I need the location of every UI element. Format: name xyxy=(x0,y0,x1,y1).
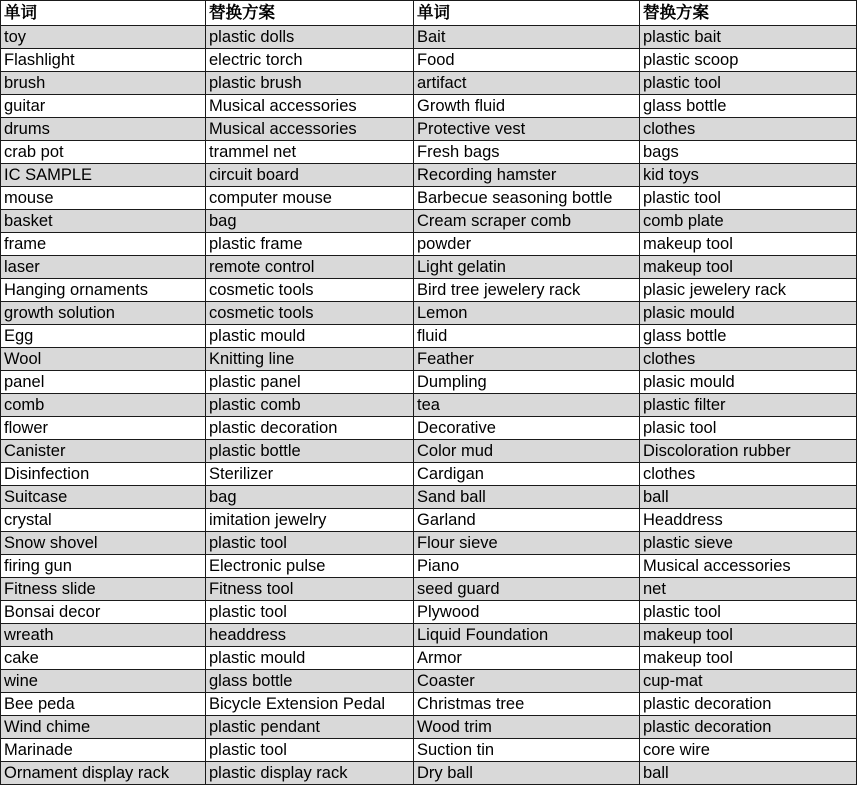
cell-replacement-1: trammel net xyxy=(206,141,414,164)
cell-replacement-1: plastic tool xyxy=(206,532,414,555)
cell-word-1: Suitcase xyxy=(1,486,206,509)
cell-replacement-1: headdress xyxy=(206,624,414,647)
cell-word-2: Garland xyxy=(414,509,640,532)
cell-word-1: crystal xyxy=(1,509,206,532)
cell-word-1: Disinfection xyxy=(1,463,206,486)
cell-replacement-2: bags xyxy=(640,141,857,164)
cell-word-1: Snow shovel xyxy=(1,532,206,555)
table-row xyxy=(1,325,857,348)
cell-replacement-1: plastic tool xyxy=(206,739,414,762)
table-row xyxy=(1,394,857,417)
cell-word-1: IC SAMPLE xyxy=(1,164,206,187)
cell-replacement-2: glass bottle xyxy=(640,95,857,118)
cell-replacement-1: plastic frame xyxy=(206,233,414,256)
cell-word-2: Recording hamster xyxy=(414,164,640,187)
table-row xyxy=(1,233,857,256)
table-row xyxy=(1,26,857,49)
cell-word-2: Cardigan xyxy=(414,463,640,486)
table-row xyxy=(1,49,857,72)
cell-word-2: Liquid Foundation xyxy=(414,624,640,647)
table-row xyxy=(1,95,857,118)
cell-word-2: tea xyxy=(414,394,640,417)
cell-replacement-1: plastic mould xyxy=(206,647,414,670)
table-row xyxy=(1,118,857,141)
cell-replacement-1: plastic pendant xyxy=(206,716,414,739)
cell-replacement-2: glass bottle xyxy=(640,325,857,348)
cell-word-1: Bee peda xyxy=(1,693,206,716)
cell-word-1: mouse xyxy=(1,187,206,210)
header-replacement-1: 替换方案 xyxy=(206,1,414,26)
cell-replacement-2: plastic sieve xyxy=(640,532,857,555)
cell-replacement-2: plasic jewelery rack xyxy=(640,279,857,302)
cell-replacement-1: Knitting line xyxy=(206,348,414,371)
cell-replacement-2: plastic tool xyxy=(640,72,857,95)
cell-word-2: Bird tree jewelery rack xyxy=(414,279,640,302)
header-word-1: 单词 xyxy=(1,1,206,26)
cell-word-2: fluid xyxy=(414,325,640,348)
cell-word-1: Egg xyxy=(1,325,206,348)
cell-replacement-1: plastic tool xyxy=(206,601,414,624)
cell-word-2: Decorative xyxy=(414,417,640,440)
cell-replacement-1: bag xyxy=(206,486,414,509)
cell-replacement-2: plasic tool xyxy=(640,417,857,440)
cell-word-1: frame xyxy=(1,233,206,256)
cell-word-2: Piano xyxy=(414,555,640,578)
cell-replacement-2: plastic decoration xyxy=(640,693,857,716)
cell-word-1: brush xyxy=(1,72,206,95)
cell-replacement-1: remote control xyxy=(206,256,414,279)
cell-word-2: Wood trim xyxy=(414,716,640,739)
cell-replacement-1: circuit board xyxy=(206,164,414,187)
cell-replacement-2: plastic decoration xyxy=(640,716,857,739)
table-row xyxy=(1,210,857,233)
cell-word-2: Light gelatin xyxy=(414,256,640,279)
cell-replacement-1: Musical accessories xyxy=(206,95,414,118)
cell-replacement-1: Fitness tool xyxy=(206,578,414,601)
cell-replacement-2: plastic filter xyxy=(640,394,857,417)
cell-word-1: Marinade xyxy=(1,739,206,762)
cell-replacement-1: plastic display rack xyxy=(206,762,414,785)
cell-word-2: Sand ball xyxy=(414,486,640,509)
cell-word-2: seed guard xyxy=(414,578,640,601)
table-row xyxy=(1,371,857,394)
cell-replacement-2: plastic scoop xyxy=(640,49,857,72)
cell-word-2: Flour sieve xyxy=(414,532,640,555)
table-row xyxy=(1,739,857,762)
cell-replacement-2: ball xyxy=(640,762,857,785)
cell-word-2: Lemon xyxy=(414,302,640,325)
cell-word-1: wine xyxy=(1,670,206,693)
cell-replacement-2: ball xyxy=(640,486,857,509)
cell-word-2: Dry ball xyxy=(414,762,640,785)
table-row xyxy=(1,532,857,555)
cell-replacement-2: Headdress xyxy=(640,509,857,532)
cell-word-1: panel xyxy=(1,371,206,394)
cell-replacement-2: clothes xyxy=(640,118,857,141)
cell-word-2: powder xyxy=(414,233,640,256)
cell-replacement-2: clothes xyxy=(640,463,857,486)
cell-replacement-2: plastic tool xyxy=(640,601,857,624)
cell-replacement-1: Musical accessories xyxy=(206,118,414,141)
table-row xyxy=(1,164,857,187)
cell-replacement-1: Electronic pulse xyxy=(206,555,414,578)
cell-replacement-1: cosmetic tools xyxy=(206,302,414,325)
table-row xyxy=(1,670,857,693)
cell-replacement-1: computer mouse xyxy=(206,187,414,210)
cell-word-1: basket xyxy=(1,210,206,233)
cell-replacement-2: kid toys xyxy=(640,164,857,187)
header-row xyxy=(1,1,857,26)
cell-word-2: Feather xyxy=(414,348,640,371)
cell-word-2: Plywood xyxy=(414,601,640,624)
cell-replacement-2: core wire xyxy=(640,739,857,762)
cell-word-1: laser xyxy=(1,256,206,279)
cell-replacement-2: Musical accessories xyxy=(640,555,857,578)
header-word-2: 单词 xyxy=(414,1,640,26)
cell-word-1: Flashlight xyxy=(1,49,206,72)
cell-replacement-2: makeup tool xyxy=(640,233,857,256)
cell-replacement-2: plasic mould xyxy=(640,302,857,325)
table-row xyxy=(1,141,857,164)
cell-word-1: drums xyxy=(1,118,206,141)
cell-word-1: comb xyxy=(1,394,206,417)
cell-word-1: Canister xyxy=(1,440,206,463)
table-body xyxy=(1,26,857,785)
table-row xyxy=(1,555,857,578)
table-row xyxy=(1,486,857,509)
cell-word-1: Wool xyxy=(1,348,206,371)
cell-word-1: guitar xyxy=(1,95,206,118)
cell-word-1: flower xyxy=(1,417,206,440)
table-row xyxy=(1,256,857,279)
cell-replacement-2: makeup tool xyxy=(640,647,857,670)
table-row xyxy=(1,624,857,647)
cell-word-2: Color mud xyxy=(414,440,640,463)
cell-word-2: Protective vest xyxy=(414,118,640,141)
cell-word-1: cake xyxy=(1,647,206,670)
header-replacement-2: 替换方案 xyxy=(640,1,857,26)
cell-replacement-2: plasic mould xyxy=(640,371,857,394)
cell-replacement-1: glass bottle xyxy=(206,670,414,693)
cell-replacement-1: bag xyxy=(206,210,414,233)
cell-word-2: Suction tin xyxy=(414,739,640,762)
table-row xyxy=(1,302,857,325)
cell-word-1: toy xyxy=(1,26,206,49)
cell-replacement-1: electric torch xyxy=(206,49,414,72)
cell-replacement-1: plastic decoration xyxy=(206,417,414,440)
table-row xyxy=(1,647,857,670)
cell-word-1: Fitness slide xyxy=(1,578,206,601)
table-row xyxy=(1,762,857,785)
cell-word-2: Growth fluid xyxy=(414,95,640,118)
cell-word-2: Food xyxy=(414,49,640,72)
cell-replacement-2: net xyxy=(640,578,857,601)
table-row xyxy=(1,348,857,371)
cell-word-2: Barbecue seasoning bottle xyxy=(414,187,640,210)
cell-word-1: firing gun xyxy=(1,555,206,578)
cell-word-2: Bait xyxy=(414,26,640,49)
cell-replacement-2: plastic bait xyxy=(640,26,857,49)
cell-replacement-1: Sterilizer xyxy=(206,463,414,486)
cell-word-1: growth solution xyxy=(1,302,206,325)
cell-word-1: Wind chime xyxy=(1,716,206,739)
cell-word-1: crab pot xyxy=(1,141,206,164)
cell-word-2: Fresh bags xyxy=(414,141,640,164)
table-row xyxy=(1,417,857,440)
cell-replacement-1: plastic brush xyxy=(206,72,414,95)
table-row xyxy=(1,463,857,486)
table-row xyxy=(1,187,857,210)
cell-replacement-1: plastic dolls xyxy=(206,26,414,49)
table-row xyxy=(1,509,857,532)
cell-word-2: Coaster xyxy=(414,670,640,693)
table-row xyxy=(1,578,857,601)
cell-replacement-1: cosmetic tools xyxy=(206,279,414,302)
cell-word-1: Bonsai decor xyxy=(1,601,206,624)
cell-word-2: Christmas tree xyxy=(414,693,640,716)
cell-replacement-1: plastic comb xyxy=(206,394,414,417)
table-row xyxy=(1,716,857,739)
cell-word-1: Ornament display rack xyxy=(1,762,206,785)
cell-word-2: Armor xyxy=(414,647,640,670)
cell-replacement-1: plastic panel xyxy=(206,371,414,394)
cell-word-1: wreath xyxy=(1,624,206,647)
table-row xyxy=(1,440,857,463)
table-row xyxy=(1,601,857,624)
table-row xyxy=(1,279,857,302)
cell-word-2: artifact xyxy=(414,72,640,95)
cell-replacement-2: comb plate xyxy=(640,210,857,233)
table-row xyxy=(1,72,857,95)
cell-word-2: Dumpling xyxy=(414,371,640,394)
cell-replacement-1: plastic mould xyxy=(206,325,414,348)
cell-replacement-1: Bicycle Extension Pedal xyxy=(206,693,414,716)
cell-replacement-2: plastic tool xyxy=(640,187,857,210)
cell-replacement-2: Discoloration rubber xyxy=(640,440,857,463)
cell-replacement-2: clothes xyxy=(640,348,857,371)
table-row xyxy=(1,693,857,716)
cell-replacement-2: makeup tool xyxy=(640,256,857,279)
cell-replacement-2: makeup tool xyxy=(640,624,857,647)
cell-word-2: Cream scraper comb xyxy=(414,210,640,233)
cell-replacement-1: plastic bottle xyxy=(206,440,414,463)
cell-replacement-1: imitation jewelry xyxy=(206,509,414,532)
cell-word-1: Hanging ornaments xyxy=(1,279,206,302)
cell-replacement-2: cup-mat xyxy=(640,670,857,693)
